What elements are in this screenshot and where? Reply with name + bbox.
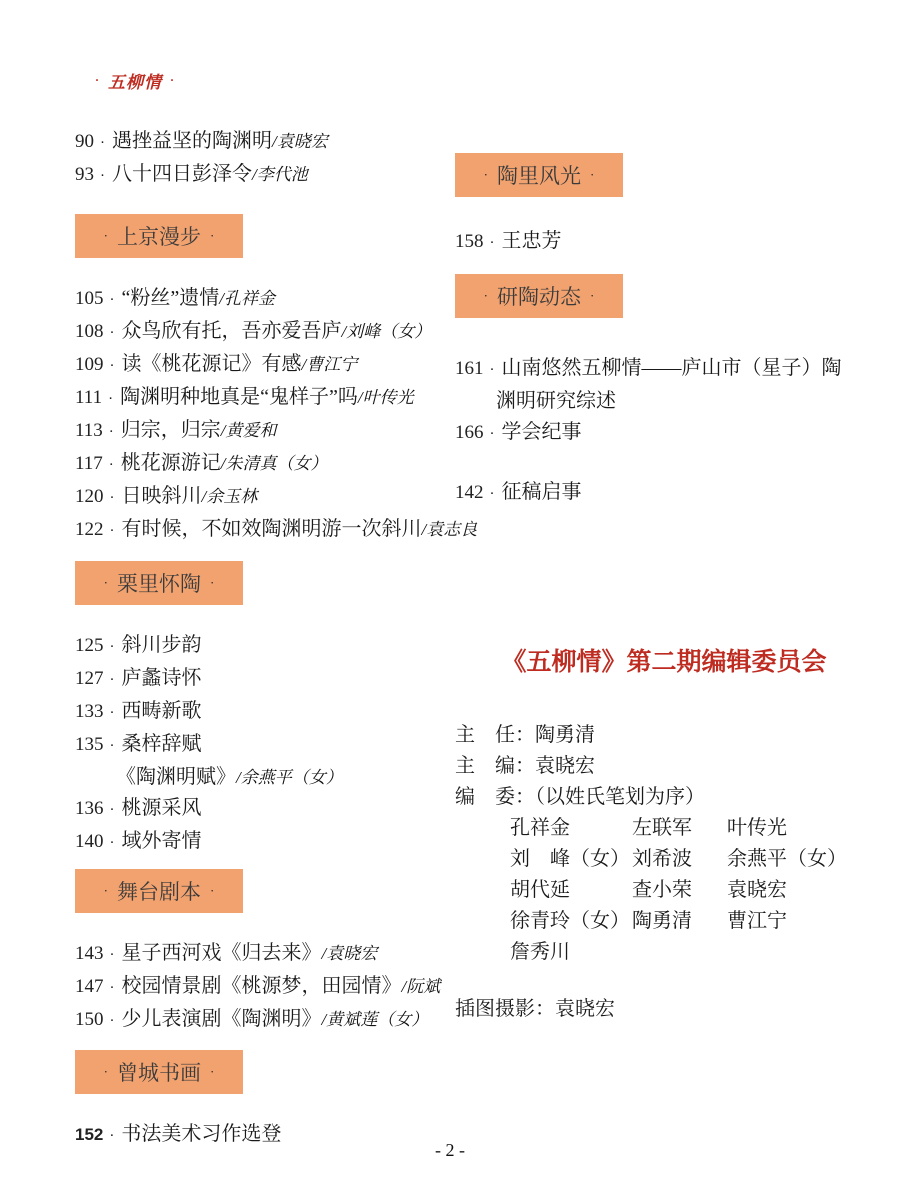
entry-title: 征稿启事 (501, 481, 582, 503)
entry-author: /袁晓宏 (321, 944, 378, 963)
toc-entry (75, 663, 480, 696)
bullet-icon: · (210, 883, 215, 898)
section-heading (455, 274, 623, 318)
section-entries (75, 630, 480, 859)
toc-entry (455, 353, 873, 386)
entry-title: 王忠芳 (501, 230, 562, 252)
section-heading-label: 研陶动态 (497, 285, 581, 309)
bullet-separator: · (109, 980, 115, 996)
entry-page-number: 127 (75, 668, 104, 689)
section-entries (75, 283, 480, 547)
bullet-icon: · (590, 288, 595, 303)
entry-author: /阮斌 (401, 977, 441, 996)
bullet-separator: · (109, 1128, 115, 1144)
section-heading (75, 869, 243, 913)
section-zengcheng-shuhua (75, 1050, 480, 1152)
bullet-separator: · (108, 424, 114, 440)
bullet-separator: · (100, 168, 105, 184)
section-yantao-dongtai (455, 274, 873, 450)
member-name: 詹秀川 (510, 941, 570, 963)
bullet-icon: · (95, 73, 101, 87)
member-name (632, 937, 727, 968)
role-row (455, 720, 873, 751)
bullet-icon: · (103, 228, 108, 243)
section-heading (75, 214, 243, 258)
section-heading (75, 561, 243, 605)
bullet-separator: · (108, 391, 114, 407)
section-entries (455, 226, 873, 259)
entry-page-number: 93 (75, 164, 94, 185)
bullet-icon: · (170, 73, 176, 87)
entry-author: /余玉林 (201, 487, 258, 506)
entry-title: 渊明研究综述 (496, 390, 616, 412)
entry-page-number: 152 (75, 1125, 104, 1144)
role-row (455, 751, 873, 782)
member-name: 刘 峰（女） (510, 848, 630, 870)
illustration-credit (455, 994, 873, 1025)
toc-entry (455, 417, 873, 450)
bullet-separator: · (109, 672, 115, 688)
member-name: 孔祥金 (510, 817, 570, 839)
entry-page-number: 166 (455, 422, 484, 443)
entry-page-number: 143 (75, 943, 104, 964)
entry-title: 书法美术习作选登 (121, 1123, 282, 1145)
entry-page-number: 108 (75, 321, 104, 342)
entry-page-number: 117 (75, 453, 103, 474)
toc-entry (75, 696, 480, 729)
section-heading-label: 曾城书画 (117, 1061, 201, 1085)
bullet-icon: · (103, 883, 108, 898)
bullet-icon: · (210, 1064, 215, 1079)
entry-title: 陶渊明种地真是“鬼样子”吗 (120, 386, 358, 408)
toc-entry (75, 126, 480, 159)
entry-page-number: 105 (75, 288, 104, 309)
section-heading-label: 舞台剧本 (117, 880, 201, 904)
member-name: 袁晓宏 (727, 879, 787, 901)
bullet-icon: · (103, 1064, 108, 1079)
entry-title: 遇挫益坚的陶渊明 (112, 130, 272, 152)
intro-entries (75, 126, 480, 192)
entry-title: 星子西河戏《归去来》 (121, 942, 322, 964)
credit-value: 袁晓宏 (555, 998, 615, 1020)
bullet-separator: · (109, 738, 115, 754)
section-wutai-juben (75, 869, 480, 1037)
entry-title: 域外寄情 (121, 830, 202, 852)
entry-title: 校园情景剧《桃源梦，田园情》 (121, 975, 402, 997)
bullet-separator: · (100, 135, 105, 151)
bullet-icon: · (210, 228, 215, 243)
bullet-separator: · (109, 1013, 115, 1029)
toc-entry (75, 971, 480, 1004)
entry-page-number: 90 (75, 131, 94, 152)
section-taoli-fengguang (455, 153, 873, 259)
bullet-separator: · (109, 490, 115, 506)
toc-entry (75, 1004, 480, 1037)
entry-title: 山南悠然五柳情——庐山市（星子）陶 (501, 357, 842, 379)
entry-page-number: 147 (75, 976, 104, 997)
entry-page-number: 142 (455, 482, 484, 503)
section-entries (455, 353, 873, 450)
toc-entry (75, 514, 480, 547)
entry-title: 学会纪事 (501, 421, 582, 443)
toc-entry (455, 477, 873, 510)
toc-entry (75, 382, 480, 415)
credit-label: 插图摄影： (455, 998, 555, 1020)
entry-page-number: 150 (75, 1009, 104, 1030)
toc-entry (75, 316, 480, 349)
section-heading-label: 陶里风光 (497, 164, 581, 188)
toc-entry-continuation (455, 386, 873, 417)
toc-entry (75, 826, 480, 859)
role-value: 袁晓宏 (535, 755, 595, 777)
member-name: 陶勇清 (632, 910, 692, 932)
footer-page-number: - 2 - (435, 1140, 465, 1160)
section-heading-label: 上京漫步 (117, 225, 201, 249)
member-name: 徐青玲（女） (510, 910, 630, 932)
entry-title: 桃花源游记 (120, 452, 221, 474)
bullet-separator: · (109, 947, 115, 963)
entry-page-number: 158 (455, 231, 484, 252)
bullet-icon: · (483, 167, 488, 182)
entry-page-number: 111 (75, 387, 103, 408)
committee-title: 《五柳情》第二期编辑委员会 (501, 649, 827, 676)
bullet-separator: · (109, 523, 115, 539)
bullet-icon: · (103, 575, 108, 590)
entry-title: 有时候，不如效陶渊明游一次斜川 (121, 518, 422, 540)
entry-author: /袁晓宏 (272, 132, 328, 151)
entry-title: 《陶渊明赋》 (116, 766, 236, 788)
bullet-separator: · (109, 835, 115, 851)
right-column (455, 153, 873, 1025)
entry-author: /刘峰（女） (341, 322, 432, 341)
bullet-separator: · (489, 486, 495, 502)
bullet-separator: · (109, 705, 115, 721)
entry-author: /余燕平（女） (236, 768, 343, 787)
bullet-separator: · (109, 639, 115, 655)
role-label: 主 编： (455, 755, 535, 777)
entry-title: 众鸟欣有托，吾亦爱吾庐 (121, 320, 342, 342)
toc-entry (75, 349, 480, 382)
section-heading-label: 栗里怀陶 (117, 572, 201, 596)
entry-author: /袁志良 (421, 520, 478, 539)
section-entries (75, 938, 480, 1037)
section-lili-huaitao (75, 561, 480, 859)
member-name: 刘希波 (632, 848, 692, 870)
toc-entry (75, 793, 480, 826)
bullet-separator: · (109, 802, 115, 818)
entry-title: 归宗，归宗 (120, 419, 221, 441)
toc-entry (75, 729, 480, 762)
toc-entry (75, 630, 480, 663)
entry-page-number: 133 (75, 701, 104, 722)
entry-title: 桃源采风 (121, 797, 202, 819)
bullet-separator: · (489, 426, 495, 442)
toc-entry (75, 415, 480, 448)
member-name: 曹江宁 (727, 910, 787, 932)
entry-page-number: 135 (75, 734, 104, 755)
entry-page-number: 120 (75, 486, 104, 507)
entry-author: /曹江宁 (301, 355, 358, 374)
entry-author: /黄斌莲（女） (321, 1010, 429, 1029)
bullet-separator: · (489, 362, 495, 378)
role-label: 主 任： (455, 724, 535, 746)
masthead-title: 五柳情 (108, 73, 163, 92)
entry-author: /叶传光 (357, 388, 414, 407)
bullet-separator: · (109, 325, 115, 341)
entry-title: “粉丝”遗情 (121, 287, 220, 309)
member-name: 胡代延 (510, 879, 570, 901)
toc-entry (75, 448, 480, 481)
entry-title: 日映斜川 (121, 485, 202, 507)
toc-entry (75, 283, 480, 316)
member-name: 查小荣 (632, 879, 692, 901)
bullet-icon: · (590, 167, 595, 182)
entry-page-number: 109 (75, 354, 104, 375)
entry-title: 桑梓辞赋 (121, 733, 202, 755)
toc-entry (75, 159, 480, 192)
role-value: （以姓氏笔划为序） (535, 786, 705, 808)
section-heading (75, 1050, 243, 1094)
section-heading (455, 153, 623, 197)
entry-title: 斜川步韵 (121, 634, 202, 656)
toc-entry (455, 226, 873, 259)
entry-page-number: 140 (75, 831, 104, 852)
committee-roles (455, 720, 873, 813)
entry-author: /朱清真（女） (220, 454, 328, 473)
role-value: 陶勇清 (535, 724, 595, 746)
entry-page-number: 125 (75, 635, 104, 656)
entry-author: /孔祥金 (219, 289, 275, 308)
bullet-separator: · (108, 457, 114, 473)
bullet-separator: · (489, 235, 495, 251)
entry-author: /李代池 (252, 165, 308, 184)
masthead (95, 68, 175, 93)
role-label: 编 委： (455, 786, 535, 808)
entry-page-number: 136 (75, 798, 104, 819)
editorial-committee (455, 648, 873, 1025)
member-name: 左联军 (632, 817, 692, 839)
left-column (75, 126, 480, 1152)
entry-page-number: 161 (455, 358, 484, 379)
committee-members-grid (510, 813, 873, 968)
bullet-icon: · (210, 575, 215, 590)
entry-page-number: 122 (75, 519, 104, 540)
bullet-icon: · (483, 288, 488, 303)
entry-title: 庐蠡诗怀 (121, 667, 202, 689)
entry-title: 少儿表演剧《陶渊明》 (121, 1008, 322, 1030)
entry-page-number: 113 (75, 420, 103, 441)
member-name: 叶传光 (727, 817, 787, 839)
entry-author: /黄爱和 (220, 421, 277, 440)
member-name: 余燕平（女） (727, 848, 847, 870)
toc-entry (75, 938, 480, 971)
toc-entry (75, 481, 480, 514)
entry-title: 西畴新歌 (121, 700, 202, 722)
entry-title: 读《桃花源记》有感 (121, 353, 302, 375)
member-name (727, 937, 873, 968)
role-row (455, 782, 873, 813)
bullet-separator: · (109, 292, 115, 308)
entry-title: 八十四日彭泽令 (112, 163, 252, 185)
toc-entry-continuation (75, 762, 480, 793)
section-shangjing-manbu (75, 214, 480, 547)
bullet-separator: · (109, 358, 115, 374)
